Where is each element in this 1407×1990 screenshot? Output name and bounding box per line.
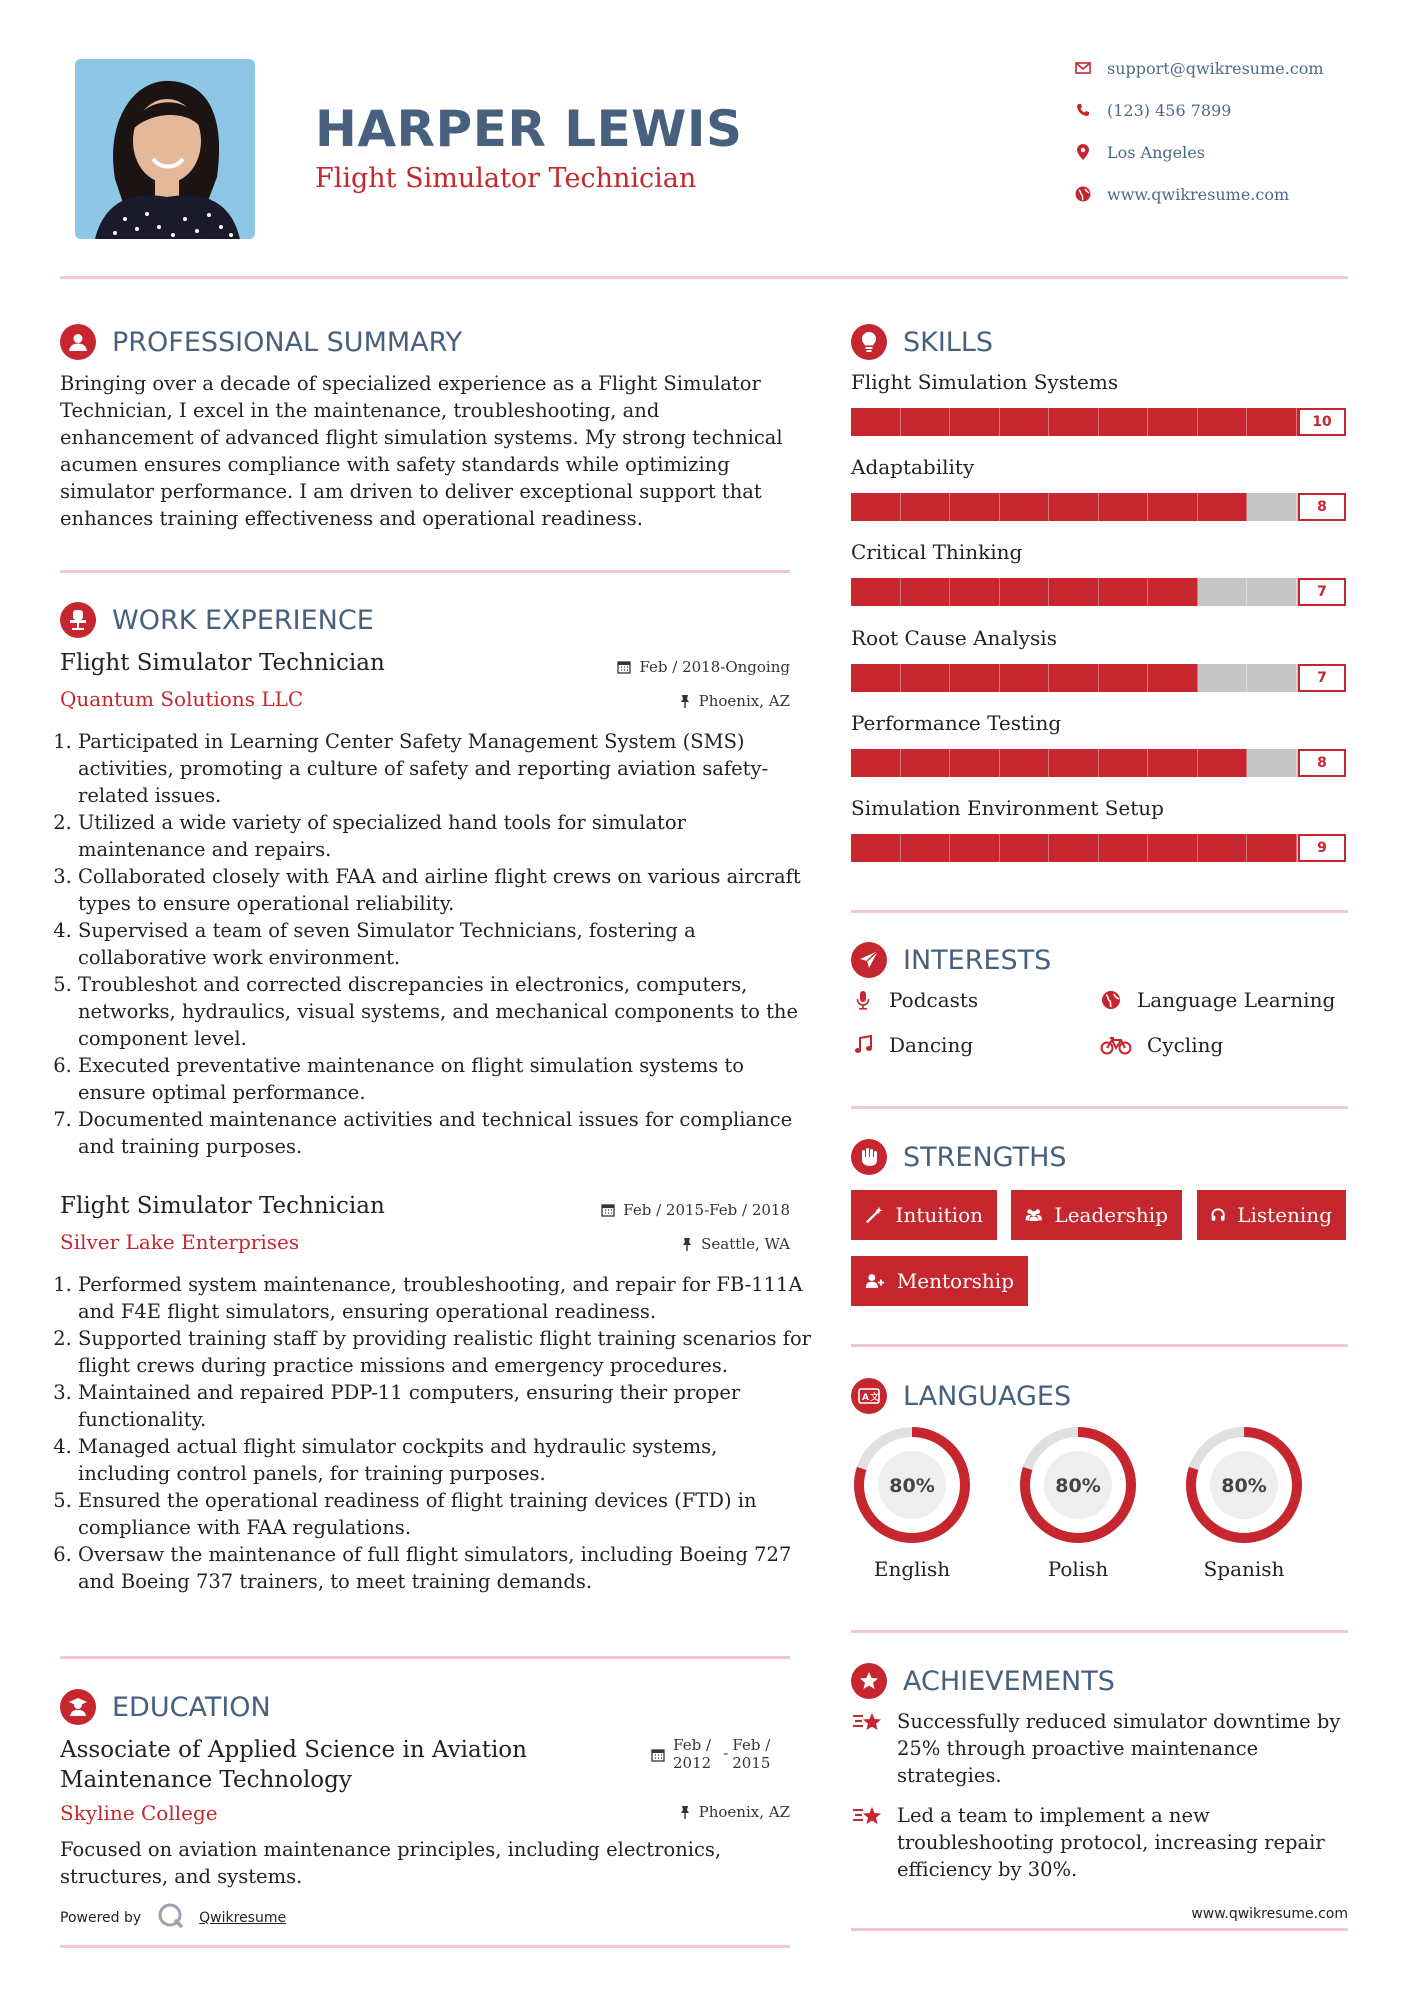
skill-bar-segment [1148, 834, 1198, 862]
skill-bar-segment [1099, 493, 1149, 521]
education-location: Phoenix, AZ [679, 1803, 790, 1821]
skill-label: Root Cause Analysis [851, 625, 1057, 650]
pushpin-icon [681, 1237, 693, 1251]
skill-bar-segment [851, 408, 901, 436]
job-1-title: Flight Simulator Technician [60, 650, 385, 676]
candidate-name: HARPER LEWIS [315, 100, 743, 158]
lightbulb-icon [851, 324, 887, 360]
svg-text:文: 文 [870, 1393, 880, 1403]
list-item: 3. Maintained and repaired PDP-11 computers, ensuring their proper functionality. [78, 1379, 811, 1433]
skill-bar [851, 408, 1346, 436]
skill-bar-segment [1198, 749, 1248, 777]
microphone-icon [851, 990, 875, 1010]
skill-bar-segment [1049, 493, 1099, 521]
language-label: Polish [1047, 1557, 1109, 1581]
job-1-responsibilities [60, 728, 811, 1160]
achievement-1: Successfully reduced simulator downtime by 25% through proactive maintenance strategies. [851, 1708, 1348, 1789]
skill-bar-segment [1247, 664, 1297, 692]
skill-bar-segment [1247, 749, 1297, 777]
skill-bar [851, 493, 1346, 521]
languages-divider [851, 1630, 1348, 1633]
chair-icon [60, 602, 96, 638]
languages-heading: A 文 LANGUAGES [851, 1378, 1071, 1414]
contact-email[interactable] [1073, 58, 1324, 78]
skill-bar [851, 834, 1346, 862]
skill-bar [851, 749, 1346, 777]
skill-level-badge: 8 [1298, 749, 1346, 777]
education-heading: EDUCATION [60, 1689, 271, 1725]
skill-bar-segment [950, 664, 1000, 692]
calendar-icon [601, 1203, 615, 1217]
experience-heading: WORK EXPERIENCE [60, 602, 374, 638]
skill-level-badge: 9 [1298, 834, 1346, 862]
phone-icon [1073, 100, 1093, 120]
job-2-company: Silver Lake Enterprises [60, 1230, 300, 1254]
strengths-heading: STRENGTHS [851, 1139, 1067, 1175]
skill-bar [851, 664, 1346, 692]
experience-divider [60, 1656, 790, 1659]
skill-bar-segment [1148, 493, 1198, 521]
language-ring [1017, 1424, 1139, 1546]
skill-bar-segment [950, 834, 1000, 862]
language-label: Spanish [1203, 1557, 1285, 1581]
star-badge-icon [851, 1663, 887, 1699]
skill-bar-segment [1000, 493, 1050, 521]
skill-bar-segment [1247, 408, 1297, 436]
users-icon [1025, 1205, 1042, 1225]
strength-listening: Listening [1197, 1190, 1346, 1240]
strength-mentorship: Mentorship [851, 1256, 1028, 1306]
pushpin-icon [679, 694, 691, 708]
skill-bar-segment [1099, 578, 1149, 606]
powered-by: Powered by Qwikresume [60, 1902, 286, 1934]
skill-bar-segment [1148, 664, 1198, 692]
profile-photo [75, 59, 255, 239]
education-school: Skyline College [60, 1801, 218, 1825]
skill-level-badge: 10 [1298, 408, 1346, 436]
skill-bar-segment [1247, 493, 1297, 521]
strengths-divider [851, 1344, 1348, 1347]
skill-level-badge: 8 [1298, 493, 1346, 521]
qwikresume-link[interactable]: Qwikresume [199, 1910, 287, 1926]
skill-bar [851, 578, 1346, 606]
skills-divider [851, 910, 1348, 913]
skill-bar-segment [950, 493, 1000, 521]
job-2-title: Flight Simulator Technician [60, 1193, 385, 1219]
globe-icon [1073, 184, 1093, 204]
job-1-location: Phoenix, AZ [679, 692, 790, 710]
candidate-title: Flight Simulator Technician [315, 163, 697, 194]
skill-bar-segment [1148, 749, 1198, 777]
skill-bar-segment [851, 578, 901, 606]
education-degree: Associate of Applied Science in Aviation Maintenance Technology [60, 1737, 527, 1793]
achievements-heading: ACHIEVEMENTS [851, 1663, 1115, 1699]
globe-icon [1099, 990, 1123, 1010]
bicycle-icon [1099, 1035, 1133, 1055]
education-text: Focused on aviation maintenance principles, including electronics, structures, and systems. [60, 1838, 722, 1888]
skill-label: Adaptability [851, 455, 975, 480]
skill-label: Performance Testing [851, 710, 1062, 735]
skill-level-badge: 7 [1298, 664, 1346, 692]
interest-dancing: Dancing [851, 1033, 973, 1057]
list-item: 7. Documented maintenance activities and technical issues for compliance and training purposes. [78, 1106, 811, 1160]
interest-cycling: Cycling [1099, 1033, 1223, 1057]
skill-bar-segment [950, 578, 1000, 606]
skill-bar-segment [1198, 834, 1248, 862]
skill-bar-segment [1198, 408, 1248, 436]
summary-heading: PROFESSIONAL SUMMARY [60, 324, 462, 360]
contact-email-text: support@qwikresume.com [1107, 58, 1324, 78]
skill-bar-segment [1247, 578, 1297, 606]
header-divider [60, 276, 1348, 279]
skill-bar-segment [1198, 578, 1248, 606]
skill-bar-segment [1099, 834, 1149, 862]
interests-divider [851, 1106, 1348, 1109]
contact-website-text: www.qwikresume.com [1107, 184, 1290, 204]
list-item: 2. Utilized a wide variety of specialized hand tools for simulator maintenance and repairs. [78, 809, 811, 863]
skill-bar-segment [851, 749, 901, 777]
job-1-date: Feb / 2018-Ongoing [617, 658, 790, 676]
skill-bar-segment [1000, 408, 1050, 436]
education-date: Feb / 2012 - Feb / 2015 [651, 1736, 770, 1772]
list-item: 5. Ensured the operational readiness of flight training devices (FTD) in compliance with FAA regulations. [78, 1487, 811, 1541]
job-1-company: Quantum Solutions LLC [60, 687, 304, 711]
skill-bar-segment [1198, 664, 1248, 692]
shooting-star-icon [851, 1802, 887, 1883]
headphones-icon [1211, 1205, 1225, 1225]
skill-bar-segment [901, 664, 951, 692]
skill-bar-segment [901, 834, 951, 862]
skill-bar-segment [1247, 834, 1297, 862]
fist-icon [851, 1139, 887, 1175]
language-percent: 80% [1221, 1475, 1267, 1497]
skill-bar-segment [901, 749, 951, 777]
skill-label: Critical Thinking [851, 540, 1023, 565]
language-percent: 80% [889, 1475, 935, 1497]
job-2-date: Feb / 2015-Feb / 2018 [601, 1201, 790, 1219]
list-item: 4. Supervised a team of seven Simulator Technicians, fostering a collaborative work environment. [78, 917, 811, 971]
list-item: 1. Performed system maintenance, troubleshooting, and repair for FB-111A and F4E flight simulators, ensuring operational readiness. [78, 1271, 811, 1325]
skill-bar-segment [1198, 493, 1248, 521]
strength-leadership: Leadership [1011, 1190, 1182, 1240]
skill-bar-segment [1049, 578, 1099, 606]
education-divider [60, 1945, 790, 1948]
location-pin-icon [1073, 142, 1093, 162]
contact-location [1073, 142, 1205, 162]
pushpin-icon [679, 1805, 691, 1819]
skill-bar-segment [1000, 834, 1050, 862]
list-item: 2. Supported training staff by providing realistic flight training scenarios for flight crews during practice missions and emergency procedures. [78, 1325, 811, 1379]
paper-plane-icon [851, 942, 887, 978]
skill-bar-segment [851, 493, 901, 521]
list-item: 5. Troubleshot and corrected discrepancies in electronics, computers, networks, hydraulics, visual systems, and mechanical components to the component level. [78, 971, 811, 1052]
skill-bar-segment [1148, 408, 1198, 436]
svg-text:A: A [862, 1393, 869, 1403]
achievement-2: Led a team to implement a new troubleshooting protocol, increasing repair efficiency by 30%. [851, 1802, 1348, 1883]
user-icon [60, 324, 96, 360]
skill-bar-segment [950, 749, 1000, 777]
language-ring [851, 1424, 973, 1546]
music-note-icon [851, 1035, 875, 1055]
contact-location-text: Los Angeles [1107, 142, 1205, 162]
contact-phone[interactable] [1073, 100, 1231, 120]
summary-text: Bringing over a decade of specialized experience as a Flight Simulator Technician, I excel in the maintenance, troubleshooting, and enhancement of advanced flight simulation systems. My strong technical acumen ensures compliance with safety standards while optimizing simulator performance. I am driven to deliver exceptional support that enhances training effectiveness and operational readiness. [60, 372, 783, 530]
strength-intuition: Intuition [851, 1190, 997, 1240]
list-item: 6. Oversaw the maintenance of full flight simulators, including Boeing 727 and Boeing 737 trainers, to meet training demands. [78, 1541, 811, 1595]
interest-podcasts: Podcasts [851, 988, 978, 1012]
skill-bar-segment [1099, 408, 1149, 436]
calendar-icon [617, 660, 631, 674]
skill-bar-segment [901, 493, 951, 521]
summary-divider [60, 570, 790, 573]
magic-wand-icon [865, 1205, 884, 1225]
skill-bar-segment [1000, 578, 1050, 606]
skill-bar-segment [1049, 664, 1099, 692]
shooting-star-icon [851, 1708, 887, 1789]
skill-bar-segment [1000, 664, 1050, 692]
list-item: 4. Managed actual flight simulator cockpits and hydraulic systems, including control panels, for training purposes. [78, 1433, 811, 1487]
skill-bar-segment [1148, 578, 1198, 606]
skills-heading: SKILLS [851, 324, 993, 360]
skill-bar-segment [851, 664, 901, 692]
skill-bar-segment [901, 578, 951, 606]
skill-bar-segment [1000, 749, 1050, 777]
skill-bar-segment [851, 834, 901, 862]
achievements-divider [851, 1928, 1348, 1931]
translate-icon [851, 1378, 887, 1414]
interests-heading: INTERESTS [851, 942, 1051, 978]
envelope-icon [1073, 58, 1093, 78]
footer-url[interactable]: www.qwikresume.com [1191, 1906, 1348, 1922]
contact-phone-text: (123) 456 7899 [1107, 100, 1232, 120]
job-2-location: Seattle, WA [681, 1235, 790, 1253]
skill-bar-segment [901, 408, 951, 436]
list-item: 1. Participated in Learning Center Safety Management System (SMS) activities, promoting a culture of safety and reporting aviation safety-related issues. [78, 728, 811, 809]
skill-bar-segment [1099, 664, 1149, 692]
skill-label: Simulation Environment Setup [851, 796, 1164, 820]
skill-bar-segment [1049, 408, 1099, 436]
interest-language-learning: Language Learning [1099, 988, 1335, 1012]
skill-bar-segment [950, 408, 1000, 436]
contact-website[interactable] [1073, 184, 1289, 204]
language-label: English [873, 1557, 951, 1581]
qwikresume-logo-icon [157, 1902, 185, 1934]
skill-bar-segment [1099, 749, 1149, 777]
skill-level-badge: 7 [1298, 578, 1346, 606]
list-item: 6. Executed preventative maintenance on flight simulation systems to ensure optimal performance. [78, 1052, 811, 1106]
skill-bar-segment [1049, 834, 1099, 862]
language-ring [1183, 1424, 1305, 1546]
skill-label: Flight Simulation Systems [851, 370, 1119, 394]
job-2-responsibilities [60, 1271, 811, 1595]
list-item: 3. Collaborated closely with FAA and airline flight crews on various aircraft types to ensure operational reliability. [78, 863, 811, 917]
graduation-icon [60, 1689, 96, 1725]
skill-bar-segment [1049, 749, 1099, 777]
language-percent: 80% [1055, 1475, 1101, 1497]
user-plus-icon [865, 1271, 885, 1291]
calendar-icon [651, 1748, 665, 1762]
